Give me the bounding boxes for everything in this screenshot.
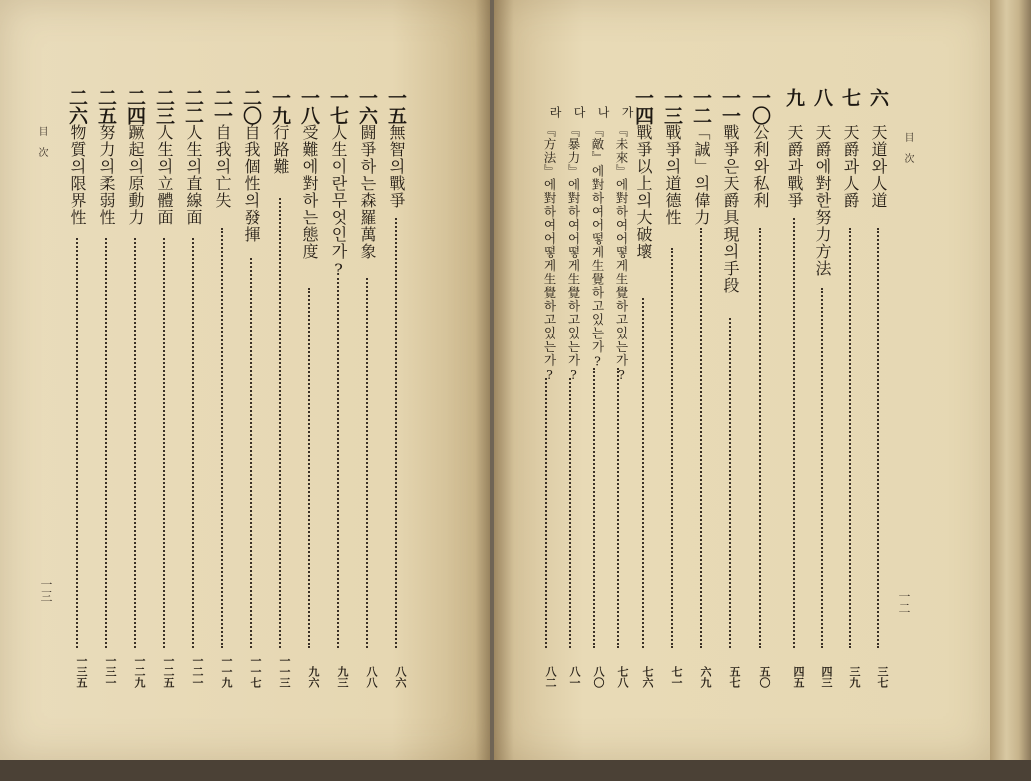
entry-page: 八一: [568, 666, 581, 688]
entry-number: 七: [839, 88, 861, 106]
toc-entry: [152, 88, 178, 688]
leader-dots: [729, 318, 731, 648]
leader-dots: [192, 238, 194, 648]
toc-entry: [123, 88, 149, 688]
entry-title: 「誠」의偉力: [692, 124, 711, 226]
entry-number: 一八: [298, 88, 320, 124]
page-folio: 一三: [39, 578, 53, 602]
leader-dots: [849, 228, 851, 648]
entry-title: 天道와人道: [869, 124, 888, 209]
entry-page: 一三五: [75, 655, 88, 688]
entry-number: 六: [867, 88, 889, 106]
toc-entry: [866, 88, 892, 688]
entry-title: 人生의立體面: [155, 124, 174, 226]
subentry-title: 『方法』에對하여어떻게生覺하고있는가?: [542, 124, 557, 383]
entry-page: 五七: [728, 666, 741, 688]
entry-number: 二四: [124, 88, 146, 124]
entry-title: 人生이란무엇인가?: [329, 124, 348, 280]
entry-page: 四三: [820, 666, 833, 688]
leader-dots: [279, 198, 281, 648]
leader-dots: [395, 218, 397, 648]
leader-dots: [105, 238, 107, 648]
entry-page: 九六: [307, 666, 320, 688]
leader-dots: [642, 298, 644, 648]
toc-entry: [782, 88, 808, 688]
entry-number: 一七: [327, 88, 349, 124]
entry-title: 戰爭의道德性: [663, 124, 682, 226]
running-head: 目 次: [36, 126, 47, 157]
entry-number: 二三: [153, 88, 175, 124]
entry-title: 無智의戰爭: [387, 124, 406, 209]
entry-page: 七八: [616, 666, 629, 688]
entry-page: 九三: [336, 666, 349, 688]
entry-title: 戰爭以上의大破壞: [634, 124, 653, 260]
subentry-letter: 라: [548, 106, 562, 117]
entry-page: 七六: [641, 666, 654, 688]
toc-entry: [748, 88, 774, 688]
toc-entry: [631, 88, 657, 688]
toc-entry: [718, 88, 744, 688]
entry-page: 一一三: [278, 655, 291, 688]
entry-page: 五〇: [758, 666, 771, 688]
toc-subentry: [558, 88, 584, 688]
entry-title: 受難에對하는態度: [300, 124, 319, 260]
toc-entry: [660, 88, 686, 688]
entry-page: 一一九: [220, 655, 233, 688]
subentry-title: 『暴力』에對하여어떻게生覺하고있는가?: [566, 124, 581, 383]
toc-entry: [297, 88, 323, 688]
toc-entry: [384, 88, 410, 688]
leader-dots: [221, 228, 223, 648]
leader-dots: [671, 248, 673, 648]
entry-title: 天爵과人爵: [841, 124, 860, 209]
entry-page: 一三一: [104, 655, 117, 688]
entry-title: 物質의限界性: [68, 124, 87, 226]
entry-title: 努力의柔弱性: [97, 124, 116, 226]
toc-entry: [689, 88, 715, 688]
entry-number: 一一: [719, 88, 741, 124]
entry-page: 三九: [848, 666, 861, 688]
entry-page: 八〇: [592, 666, 605, 688]
entry-title: 自我個性의發揮: [242, 124, 261, 243]
entry-page: 八二: [544, 666, 557, 688]
entry-number: 八: [811, 88, 833, 106]
page-folio: 一二: [897, 590, 911, 614]
entry-number: 一六: [356, 88, 378, 124]
leader-dots: [134, 238, 136, 648]
leader-dots: [250, 258, 252, 648]
entry-page: 七一: [670, 666, 683, 688]
entry-title: 人生의直線面: [184, 124, 203, 226]
page-edge: [990, 0, 1031, 760]
entry-number: 一〇: [749, 88, 771, 124]
right-page: [494, 0, 990, 760]
entry-number: 二〇: [240, 88, 262, 124]
subentry-letter: 다: [572, 106, 586, 117]
leader-dots: [593, 368, 595, 648]
toc-entry: [268, 88, 294, 688]
entry-title: 行路難: [271, 124, 290, 175]
toc-entry: [65, 88, 91, 688]
entry-page: 八八: [365, 666, 378, 688]
toc-subentry: [606, 88, 632, 688]
leader-dots: [877, 228, 879, 648]
entry-title: 公利와私利: [751, 124, 770, 209]
leader-dots: [545, 378, 547, 648]
bottom-shadow: [0, 760, 1031, 781]
entry-number: 二一: [211, 88, 233, 124]
subentry-letter: 나: [596, 106, 610, 117]
toc-subentry: [534, 88, 560, 688]
entry-number: 一二: [690, 88, 712, 124]
leader-dots: [759, 228, 761, 648]
subentry-letter: 가: [620, 106, 634, 117]
entry-number: 二六: [66, 88, 88, 124]
leader-dots: [163, 238, 165, 648]
toc-entry: [210, 88, 236, 688]
entry-title: 自我의亡失: [213, 124, 232, 209]
entry-number: 一五: [385, 88, 407, 124]
entry-title: 天爵에對한努力方法: [813, 124, 832, 277]
toc-entry: [181, 88, 207, 688]
toc-entry: [355, 88, 381, 688]
entry-number: 二二: [182, 88, 204, 124]
leader-dots: [569, 378, 571, 648]
entry-title: 天爵과戰爭: [785, 124, 804, 209]
entry-number: 二五: [95, 88, 117, 124]
toc-entry: [326, 88, 352, 688]
leader-dots: [700, 228, 702, 648]
toc-subentry: [582, 88, 608, 688]
leader-dots: [617, 368, 619, 648]
entry-page: 一二一: [191, 655, 204, 688]
entry-page: 四五: [792, 666, 805, 688]
entry-number: 一九: [269, 88, 291, 124]
subentry-title: 『未來』에對하여어떻게生覺하고있는가?: [614, 124, 629, 383]
entry-page: 一二九: [133, 655, 146, 688]
leader-dots: [337, 278, 339, 648]
entry-title: 闘爭하는森羅萬象: [358, 124, 377, 260]
toc-entry: [838, 88, 864, 688]
running-head: 目 次: [902, 132, 913, 163]
entry-page: 三七: [876, 666, 889, 688]
entry-page: 一一七: [249, 655, 262, 688]
entry-number: 九: [783, 88, 805, 106]
leader-dots: [76, 238, 78, 648]
subentry-title: 『敵』에對하여어떻게生覺하고있는가?: [590, 124, 605, 370]
entry-title: 蹶起의原動力: [126, 124, 145, 226]
entry-title: 戰爭은天爵具現의手段: [721, 124, 740, 294]
leader-dots: [366, 278, 368, 648]
leader-dots: [308, 288, 310, 648]
entry-page: 六九: [699, 666, 712, 688]
toc-entry: [94, 88, 120, 688]
left-page: [0, 0, 490, 760]
entry-page: 八六: [394, 666, 407, 688]
leader-dots: [793, 218, 795, 648]
entry-page: 一二五: [162, 655, 175, 688]
entry-number: 一四: [632, 88, 654, 124]
leader-dots: [821, 288, 823, 648]
toc-entry: [810, 88, 836, 688]
toc-entry: [239, 88, 265, 688]
entry-number: 一三: [661, 88, 683, 124]
